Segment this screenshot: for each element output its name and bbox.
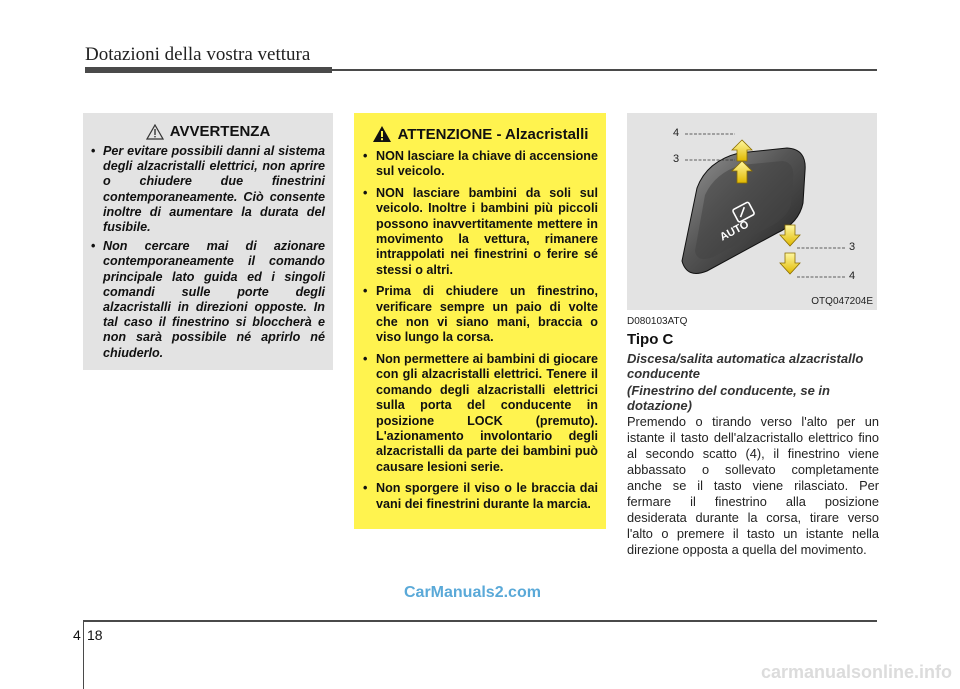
label-down-3: 3 xyxy=(849,241,856,253)
warning-box xyxy=(83,113,333,370)
label-up-4: 4 xyxy=(673,127,680,139)
warning-title: AVVERTENZA xyxy=(169,123,271,140)
caution-box xyxy=(354,113,606,529)
caution-item: • NON lasciare bambini da soli sul veicolo. Inoltre i bambini più piccoli possono inavvertitamente mettere in movimento la vettura, rimanere intrappolati nei finestrini o ferire sé stessi o altri. xyxy=(362,186,598,278)
window-switch-illustration xyxy=(627,113,877,310)
label-up-3: 3 xyxy=(673,153,680,165)
site-watermark: carmanualsonline.info xyxy=(760,662,952,682)
section-title: Tipo C xyxy=(627,331,674,348)
warning-item: • Non cercare mai di azionare contemporaneamente il comando principale lato guida ed i singoli comandi sulle porte degli alzacristalli in direzioni opposte. In tal caso il finestrino si bloccherà e non sarà possibile né aprirlo né chiuderlo. xyxy=(91,239,325,361)
caution-item: • NON lasciare la chiave di accensione sul veicolo. xyxy=(362,149,598,180)
warning-list xyxy=(91,144,325,361)
footer-divider xyxy=(83,622,84,689)
page-header-title: Dotazioni della vostra vettura xyxy=(85,44,311,65)
header-rule-thick xyxy=(85,67,332,73)
label-down-4: 4 xyxy=(849,270,856,282)
section-subtitle: Discesa/salita automatica alzacristallo conducente xyxy=(627,351,864,381)
warning-triangle-icon xyxy=(146,124,164,140)
caution-title: ATTENZIONE - Alzacristalli xyxy=(397,125,589,143)
watermark-link[interactable]: CarManuals2.com xyxy=(404,584,541,601)
section-code: D080103ATQ xyxy=(627,316,688,327)
page-number: 18 xyxy=(87,627,103,643)
footer-rule xyxy=(83,620,877,622)
chapter-number: 4 xyxy=(73,627,81,643)
caution-list xyxy=(362,149,598,512)
warning-item: • Per evitare possibili danni al sistema degli alzacristalli elettrici, non aprire o chiudere due finestrini contemporaneamente. Ciò consente inoltre di aumentare la durata del fusibile. xyxy=(91,144,325,235)
figure-caption: OTQ047204E xyxy=(811,296,873,307)
header-rule-thin xyxy=(332,69,877,71)
caution-item: • Non permettere ai bambini di giocare con gli alzacristalli elettrici. Tenere il comando degli alzacristalli elettrici sulla porta del conducente in posizione LOCK (premuto). L'azionamento involontario degli alzacristalli da parte dei bambini può causare lesioni serie. xyxy=(362,352,598,475)
caution-heading xyxy=(362,125,598,143)
section-subtitle-note: (Finestrino del conducente, se in dotazione) xyxy=(627,383,830,413)
section-body: Premendo o tirando verso l'alto per un istante il tasto dell'alzacristallo elettrico fino al secondo scatto (4), il finestrino viene abbassato o sollevato completamente anche se il tasto viene rilasciato. Per fermare il finestrino alla posizione desiderata durante la corsa, tirare verso l'alto o premere il tasto un istante nella direzione opposta a quella del movimento. xyxy=(627,414,879,557)
window-switch-figure xyxy=(627,113,877,310)
caution-triangle-icon xyxy=(372,125,392,143)
warning-heading xyxy=(91,123,325,140)
caution-item: • Prima di chiudere un finestrino, verificare sempre un paio di volte che non vi siano mani, braccia o viso lungo la corsa. xyxy=(362,284,598,346)
caution-item: • Non sporgere il viso o le braccia dai vani dei finestrini durante la marcia. xyxy=(362,481,598,512)
auto-switch-label: AUTO xyxy=(717,218,751,244)
